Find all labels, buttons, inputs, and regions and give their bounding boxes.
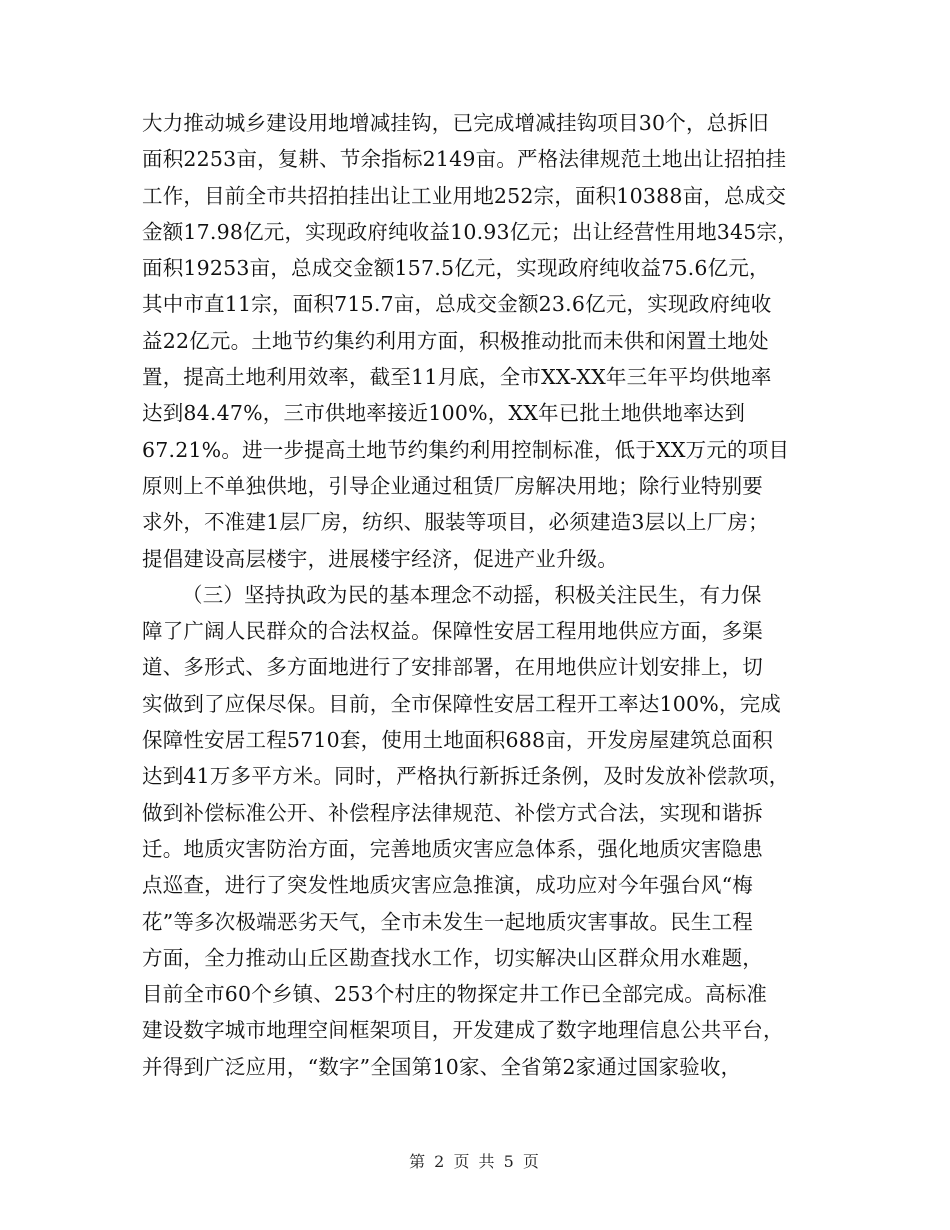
text-line: 方面，全力推动山丘区勘查找水工作，切实解决山区群众用水难题， xyxy=(142,945,763,970)
text-line: 障了广阔人民群众的合法权益。保障性安居工程用地供应方面，多渠 xyxy=(142,619,763,644)
text-line: 并得到广泛应用，“数字”全国第10家、全省第2家通过国家验收， xyxy=(142,1054,742,1079)
text-line: 实做到了应保尽保。目前，全市保障性安居工程开工率达100%，完成 xyxy=(142,691,782,716)
text-line: 花”等多次极端恶劣天气，全市未发生一起地质灾害事故。民生工程 xyxy=(142,909,753,934)
text-line: 67.21%。进一步提高土地节约集约利用控制标准，低于XX万元的项目 xyxy=(142,437,790,462)
text-line: 做到补偿标准公开、补偿程序法律规范、补偿方式合法，实现和谐拆 xyxy=(142,800,763,825)
text-line: 达到41万多平方米。同时，严格执行新拆迁条例，及时发放补偿款项， xyxy=(142,764,790,789)
text-line: 工作，目前全市共招拍挂出让工业用地252宗，面积10388亩，总成交 xyxy=(142,183,787,208)
body-text xyxy=(142,105,822,1085)
page-number-footer: 第 2 页 共 5 页 xyxy=(409,1152,541,1171)
text-line: 提倡建设高层楼宇，进展楼宇经济，促进产业升级。 xyxy=(142,546,619,571)
text-line: 目前全市60个乡镇、253个村庄的物探定井工作已全部完成。高标准 xyxy=(142,982,768,1007)
text-line: 金额17.98亿元，实现政府纯收益10.93亿元；出让经营性用地345宗， xyxy=(142,219,798,244)
text-line: 原则上不单独供地，引导企业通过租赁厂房解决用地；除行业特别要 xyxy=(142,473,763,498)
text-line: 大力推动城乡建设用地增减挂钩，已完成增减挂钩项目30个，总拆旧 xyxy=(142,111,769,135)
text-line: 置，提高土地利用效率，截至11月底，全市XX-XX年三年平均供地率 xyxy=(142,365,772,390)
text-line: 迁。地质灾害防治方面，完善地质灾害应急体系，强化地质灾害隐患 xyxy=(142,836,763,861)
text-line: 道、多形式、多方面地进行了安排部署，在用地供应计划安排上，切 xyxy=(142,655,763,680)
text-line: 求外，不准建1层厂房，纺织、服装等项目，必须建造3层以上厂房； xyxy=(142,510,769,535)
text-line: 面积2253亩，复耕、节余指标2149亩。严格法律规范土地出让招拍挂 xyxy=(142,147,787,172)
text-line: 达到84.47%，三市供地率接近100%，XX年已批土地供地率达到 xyxy=(142,401,746,426)
text-line: 点巡查，进行了突发性地质灾害应急推演，成功应对今年强台风“梅 xyxy=(142,873,753,898)
text-line: 面积19253亩，总成交金额157.5亿元，实现政府纯收益75.6亿元， xyxy=(142,256,770,281)
text-line: 建设数字城市地理空间框架项目，开发建成了数字地理信息公共平台， xyxy=(142,1018,784,1043)
text-line: 其中市直11宗，面积715.7亩，总成交金额23.6亿元，实现政府纯收 xyxy=(142,292,772,317)
section-heading-line: （三）坚持执政为民的基本理念不动摇，积极关注民生，有力保 xyxy=(182,582,762,607)
text-line: 保障性安居工程5710套，使用土地面积688亩，开发房屋建筑总面积 xyxy=(142,728,773,753)
text-line: 益22亿元。土地节约集约利用方面，积极推动批而未供和闲置土地处 xyxy=(142,328,769,353)
